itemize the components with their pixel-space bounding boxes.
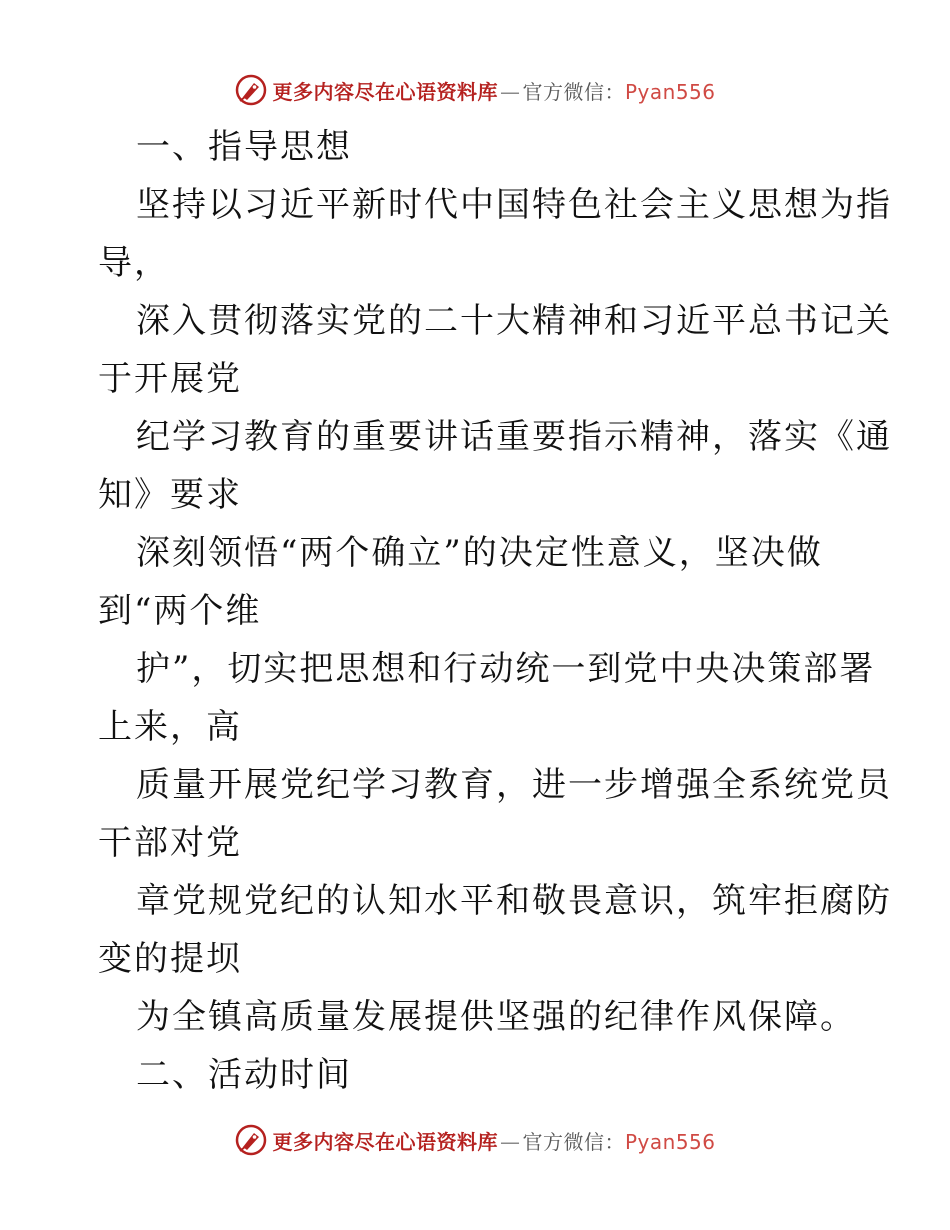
watermark-text bbox=[272, 76, 715, 105]
paragraph-line: 纪学习教育的重要讲话重要指示精神，落实《通 bbox=[136, 417, 892, 457]
paragraph-line: 导， bbox=[98, 243, 170, 283]
footer-watermark bbox=[0, 1120, 950, 1160]
document-body bbox=[98, 118, 892, 1104]
section-heading-activity-time: 二、活动时间 bbox=[136, 1055, 352, 1095]
watermark-wechat-id: Pyan556 bbox=[624, 79, 716, 104]
paragraph-line: 为全镇高质量发展提供坚强的纪律作风保障。 bbox=[136, 997, 856, 1037]
watermark-main-text: 更多内容尽在心语资料库 bbox=[272, 79, 498, 104]
watermark-text bbox=[272, 1126, 715, 1155]
paragraph-line: 于开展党 bbox=[98, 359, 242, 399]
paragraph-line: 上来，高 bbox=[98, 707, 242, 747]
paragraph-line: 变的提坝 bbox=[98, 939, 242, 979]
paragraph-line: 护”，切实把思想和行动统一到党中央决策部署 bbox=[136, 649, 876, 689]
paragraph-line: 到“两个维 bbox=[98, 591, 262, 631]
header-watermark bbox=[0, 70, 950, 110]
watermark-wechat-label: 官方微信： bbox=[522, 1129, 625, 1154]
paragraph-line: 深刻领悟“两个确立”的决定性意义，坚决做 bbox=[136, 533, 823, 573]
paragraph-line: 知》要求 bbox=[98, 475, 242, 515]
paragraph-line: 干部对党 bbox=[98, 823, 242, 863]
pen-nib-logo-icon bbox=[234, 1123, 268, 1157]
watermark-wechat-id: Pyan556 bbox=[624, 1129, 716, 1154]
section-heading-guiding-ideology: 一、指导思想 bbox=[136, 127, 352, 167]
paragraph-line: 质量开展党纪学习教育，进一步增强全系统党员 bbox=[136, 765, 892, 805]
watermark-wechat-label: 官方微信： bbox=[522, 79, 625, 104]
paragraph-line: 坚持以习近平新时代中国特色社会主义思想为指 bbox=[136, 185, 892, 225]
pen-nib-logo-icon bbox=[234, 73, 268, 107]
paragraph-line: 章党规党纪的认知水平和敬畏意识，筑牢拒腐防 bbox=[136, 881, 892, 921]
watermark-main-text: 更多内容尽在心语资料库 bbox=[272, 1129, 498, 1154]
watermark-separator: — bbox=[499, 1129, 521, 1154]
paragraph-line: 深入贯彻落实党的二十大精神和习近平总书记关 bbox=[136, 301, 892, 341]
watermark-separator: — bbox=[499, 79, 521, 104]
